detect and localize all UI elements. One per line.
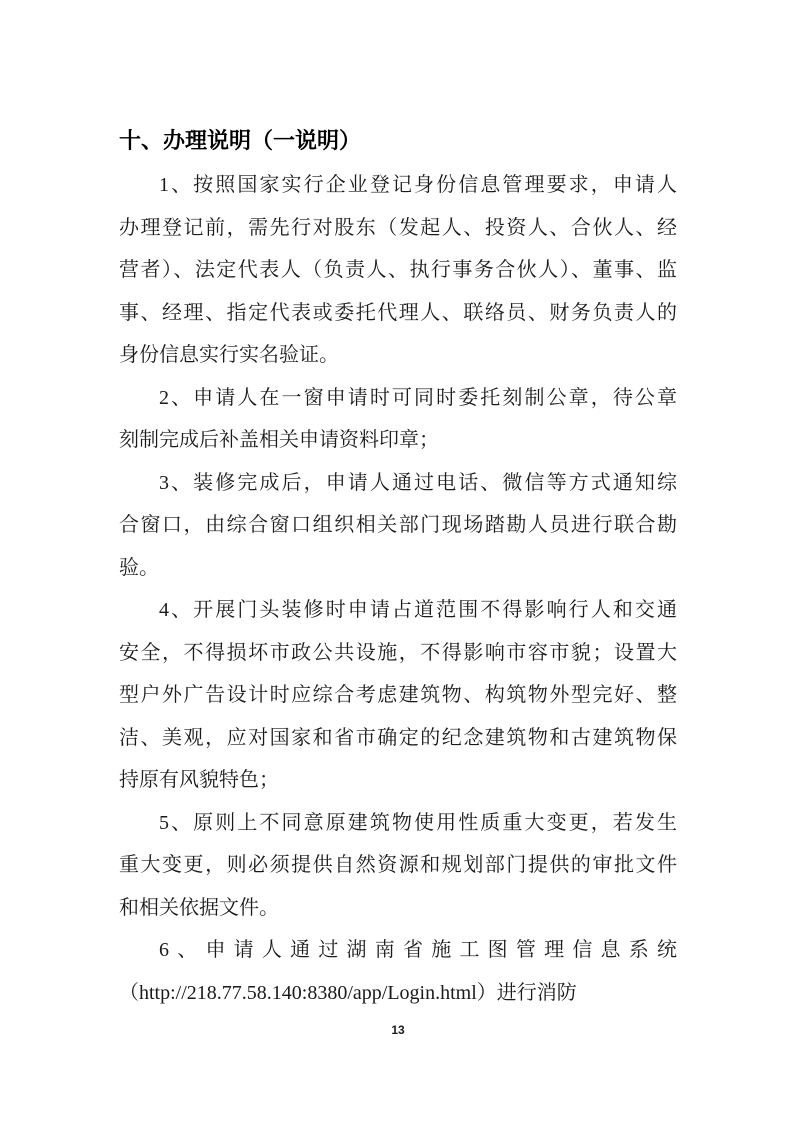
paragraph	[119, 164, 677, 377]
section-heading: 十、办理说明（一说明）	[119, 128, 362, 153]
paragraph-line: 刻制完成后补盖相关申请资料印章；	[119, 429, 439, 451]
paragraph-line: 4、开展门头装修时申请占道范围不得影响行人和交通	[159, 599, 677, 621]
paragraph-line: 重大变更，则必须提供自然资源和规划部门提供的审批文件	[119, 854, 677, 876]
paragraph-line: 办理登记前，需先行对股东（发起人、投资人、合伙人、经	[119, 216, 677, 239]
paragraph-line: （http://218.77.58.140:8380/app/Login.html）进行消防	[119, 981, 577, 1004]
paragraph	[119, 589, 677, 802]
page-number: 13	[391, 1023, 405, 1037]
paragraph	[119, 462, 677, 590]
paragraph-line: 验。	[119, 556, 159, 579]
paragraph-line: 身份信息实行实名验证。	[119, 344, 339, 366]
paragraph-line: 合窗口，由综合窗口组织相关部门现场踏勘人员进行联合勘	[119, 514, 677, 536]
paragraph-line: 和相关依据文件。	[119, 896, 279, 919]
paragraph-line: 安全，不得损坏市政公共设施，不得影响市容市貌；设置大	[119, 641, 677, 664]
page-footer	[119, 1022, 677, 1038]
paragraph-list	[119, 164, 677, 1014]
paragraph-line: 事、经理、指定代表或委托代理人、联络员、财务负责人的	[119, 301, 677, 324]
paragraph-line: 5、原则上不同意原建筑物使用性质重大变更，若发生	[159, 811, 677, 834]
paragraph-line: 洁、美观，应对国家和省市确定的纪念建筑物和古建筑物保	[119, 726, 677, 749]
paragraph	[119, 802, 677, 930]
paragraph-line: 1、按照国家实行企业登记身份信息管理要求，申请人	[159, 174, 677, 196]
paragraph-line: 型户外广告设计时应综合考虑建筑物、构筑物外型完好、整	[119, 684, 677, 706]
paragraph-line: 3、装修完成后，申请人通过电话、微信等方式通知综	[159, 471, 677, 494]
paragraph-line: 营者）、法定代表人（负责人、执行事务合伙人）、董事、监	[119, 259, 677, 281]
paragraph-line: 6、申请人通过湖南省施工图管理信息系统	[159, 939, 677, 961]
paragraph	[119, 929, 677, 1014]
paragraph-line: 2、申请人在一窗申请时可同时委托刻制公章，待公章	[159, 386, 677, 409]
paragraph	[119, 377, 677, 462]
paragraph-line: 持原有风貌特色；	[119, 769, 279, 791]
